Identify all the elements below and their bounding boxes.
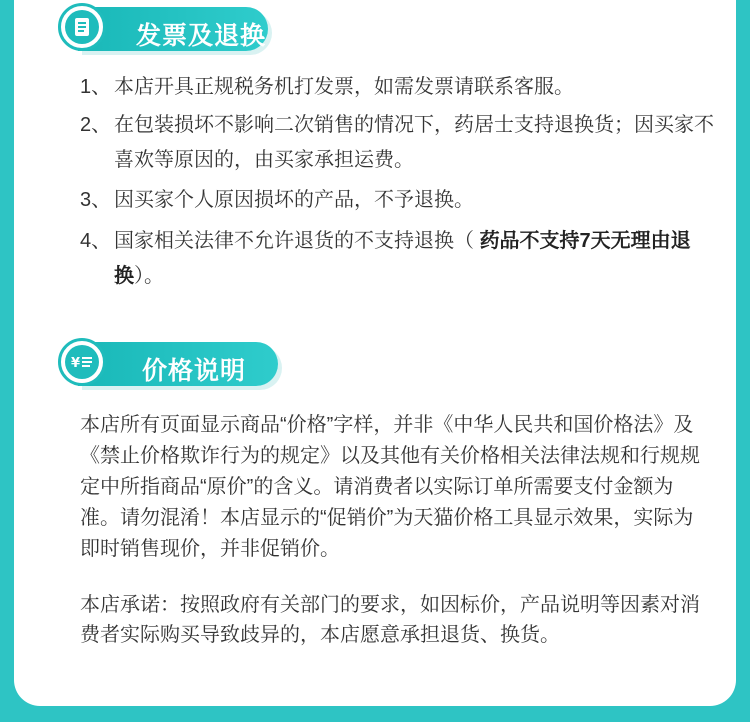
invoice-header-pill xyxy=(78,7,268,51)
price-section-title: 价格说明 xyxy=(142,357,247,385)
store-commitment-paragraph: 本店承诺：按照政府有关部门的要求，如因标价，产品说明等因素对消费者实际购买导致歧异的，本店愿意承担退货、换货。 xyxy=(80,594,700,646)
yen-price-icon xyxy=(58,338,106,386)
invoice-rules-list xyxy=(80,70,720,294)
list-item: 4、 国家相关法律不允许退货的不支持退换（ 药品不支持7天无理由退换）。 xyxy=(80,230,691,287)
content-card xyxy=(14,0,736,706)
list-item: 1、 本店开具正规税务机打发票，如需发票请联系客服。 xyxy=(80,76,574,98)
invoice-section-title: 发票及退换 xyxy=(136,22,267,50)
svg-text:¥: ¥ xyxy=(71,356,81,371)
bold-note: 药品不支持7天无理由退换 xyxy=(114,230,691,287)
list-item: 2、 在包装损坏不影响二次销售的情况下，药居士支持退换货；因买家不喜欢等原因的，由买家承担运费。 xyxy=(80,114,714,171)
price-header-pill xyxy=(78,342,278,386)
list-item: 3、 因买家个人原因损坏的产品，不予退换。 xyxy=(80,189,474,211)
price-explanation-paragraph: 本店所有页面显示商品“价格”字样，并非《中华人民共和国价格法》及《禁止价格欺诈行为的规定》以及其他有关价格相关法律法规和行规规定中所指商品“原价”的含义。请消费者以实际订单所需要支付金额为准。请勿混淆！本店显示的“促销价”为天猫价格工具显示效果，实际为即时销售现价，并非促销价。 xyxy=(80,414,700,560)
receipt-icon xyxy=(58,3,106,51)
